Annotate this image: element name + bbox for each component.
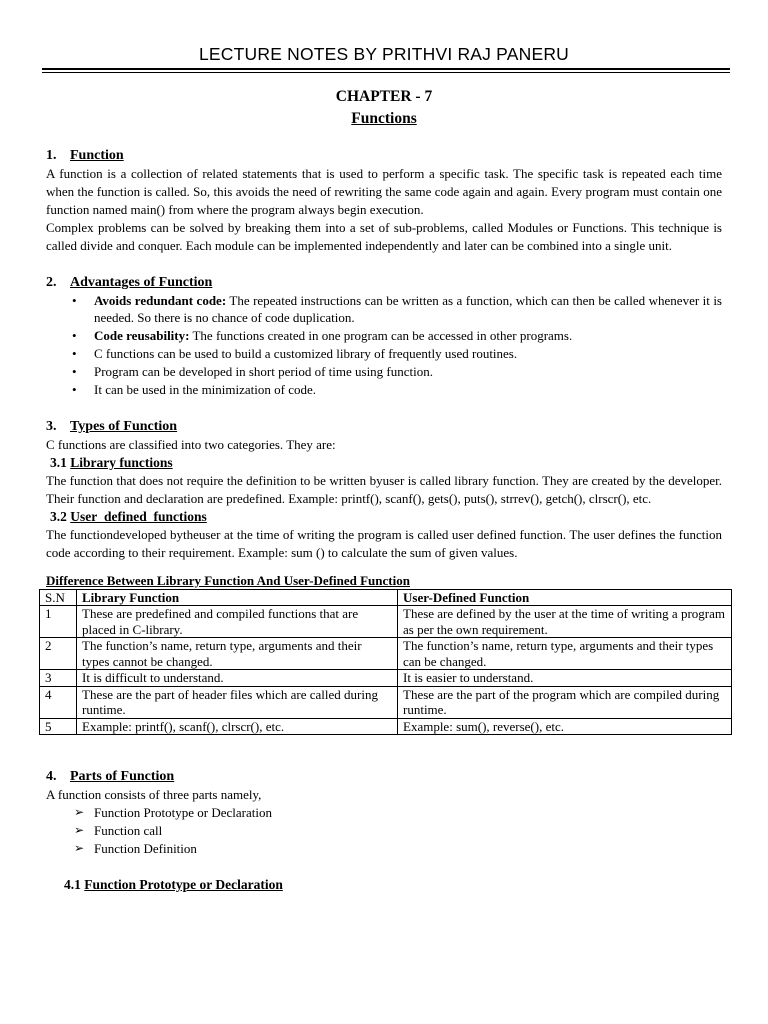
list-item: • Code reusability: The functions created in one program can be accessed in other programs. — [72, 328, 573, 344]
subsection-heading: 4.1 Function Prototype or Declaration — [64, 876, 283, 892]
paragraph: A function consists of three parts namely, — [46, 787, 262, 802]
section-parts — [46, 767, 722, 894]
section-types — [46, 417, 722, 562]
table-caption: Difference Between Library Function And User-Defined Function — [46, 572, 410, 588]
table-row — [40, 686, 732, 718]
chapter-title: Functions — [351, 110, 417, 127]
list-item: • It can be used in the minimization of code. — [72, 382, 317, 398]
list-item: • C functions can be used to build a customized library of frequently used routines. — [72, 346, 518, 362]
table-cell: The function’s name, return type, arguments and their types can be changed. — [398, 638, 732, 670]
paragraph: Complex problems can be solved by breaking them into a set of sub-problems, called Modules or Functions. This technique is called divide and conquer. Each module can be implemented independently and later can be combined into a single unit. — [46, 219, 722, 253]
section-function — [46, 146, 722, 255]
table-cell: 1 — [40, 606, 77, 638]
table-cell: These are the part of header files which are called during runtime. — [77, 686, 398, 718]
table-header-row — [40, 589, 732, 606]
arrow-bullet-icon: ➢ — [74, 822, 85, 837]
arrow-bullet-icon: ➢ — [74, 804, 85, 819]
table-cell: It is easier to understand. — [398, 670, 732, 687]
table-cell: Example: sum(), reverse(), etc. — [398, 718, 732, 735]
section-advantages — [46, 273, 722, 399]
table-row — [40, 606, 732, 638]
table-cell: 4 — [40, 686, 77, 718]
bullet-dot-icon: • — [72, 346, 77, 362]
column-header: User-Defined Function — [398, 589, 732, 606]
list-item: • Avoids redundant code: The repeated instructions can be written as a function, which can then be called whenever it is needed. So there is no chance of code duplication. — [72, 292, 722, 326]
bullet-dot-icon: • — [72, 364, 77, 380]
column-header: Library Function — [77, 589, 398, 606]
table-row — [40, 638, 732, 670]
table-cell: These are the part of the program which are compiled during runtime. — [398, 686, 732, 718]
bullet-dot-icon: • — [72, 328, 77, 344]
section-heading: 3. Types of Function — [46, 418, 178, 434]
table-cell: 5 — [40, 718, 77, 735]
section-heading: 2. Advantages of Function — [46, 274, 213, 290]
advantages-list — [46, 292, 722, 399]
paragraph: C functions are classified into two categories. They are: — [46, 436, 336, 452]
bullet-dot-icon: • — [72, 292, 77, 308]
header-rule-thin — [42, 72, 730, 73]
table-cell: The function’s name, return type, arguments and their types cannot be changed. — [77, 638, 398, 670]
table-cell: Example: printf(), scanf(), clrscr(), etc. — [77, 718, 398, 735]
paragraph: The functiondeveloped bytheuser at the time of writing the program is called user defined function. The user defines the function code according to their requirement. Example: sum () to calculate the sum of given values. — [46, 526, 722, 560]
comparison-table — [39, 589, 732, 736]
list-item: ➢ Function Definition — [74, 840, 197, 856]
header-rule-thick — [42, 68, 730, 70]
column-header: S.N — [40, 589, 77, 606]
running-header: LECTURE NOTES BY PRITHVI RAJ PANERU — [198, 44, 570, 64]
table-cell: These are predefined and compiled functions that are placed in C-library. — [77, 606, 398, 638]
list-item: ➢ Function Prototype or Declaration — [74, 804, 272, 820]
section-heading: 1. Function — [46, 148, 124, 163]
section-heading: 4. Parts of Function — [46, 769, 175, 784]
table-row — [40, 670, 732, 687]
list-item: ➢ Function call — [74, 822, 163, 838]
table-cell: These are defined by the user at the time of writing a program as per the own requirement. — [398, 606, 732, 638]
arrow-bullet-icon: ➢ — [74, 840, 85, 855]
parts-list — [46, 804, 722, 858]
bullet-dot-icon: • — [72, 382, 77, 398]
paragraph: The function that does not require the definition to be written byuser is called library function. They are created by the developer. Their function and declaration are predefined. Example: printf(), scanf(), gets(), puts(), strrev(), getch(), clrscr(), etc. — [46, 472, 722, 506]
subsection-heading: 3.2 User_defined_functions — [50, 508, 207, 524]
table-cell: 2 — [40, 638, 77, 670]
chapter-number: CHAPTER - 7 — [335, 88, 433, 105]
paragraph: A function is a collection of related statements that is used to perform a specific task. The specific task is repeated each time when the function is called. So, this avoids the need of rewriting the same code again and again. Every program must contain one function named main() from where the program always begin execution. — [46, 166, 722, 217]
subsection-heading: 3.1 Library functions — [50, 454, 173, 470]
table-cell: 3 — [40, 670, 77, 687]
table-row — [40, 718, 732, 735]
list-item: • Program can be developed in short period of time using function. — [72, 364, 434, 380]
table-cell: It is difficult to understand. — [77, 670, 398, 687]
page-body — [45, 86, 725, 894]
